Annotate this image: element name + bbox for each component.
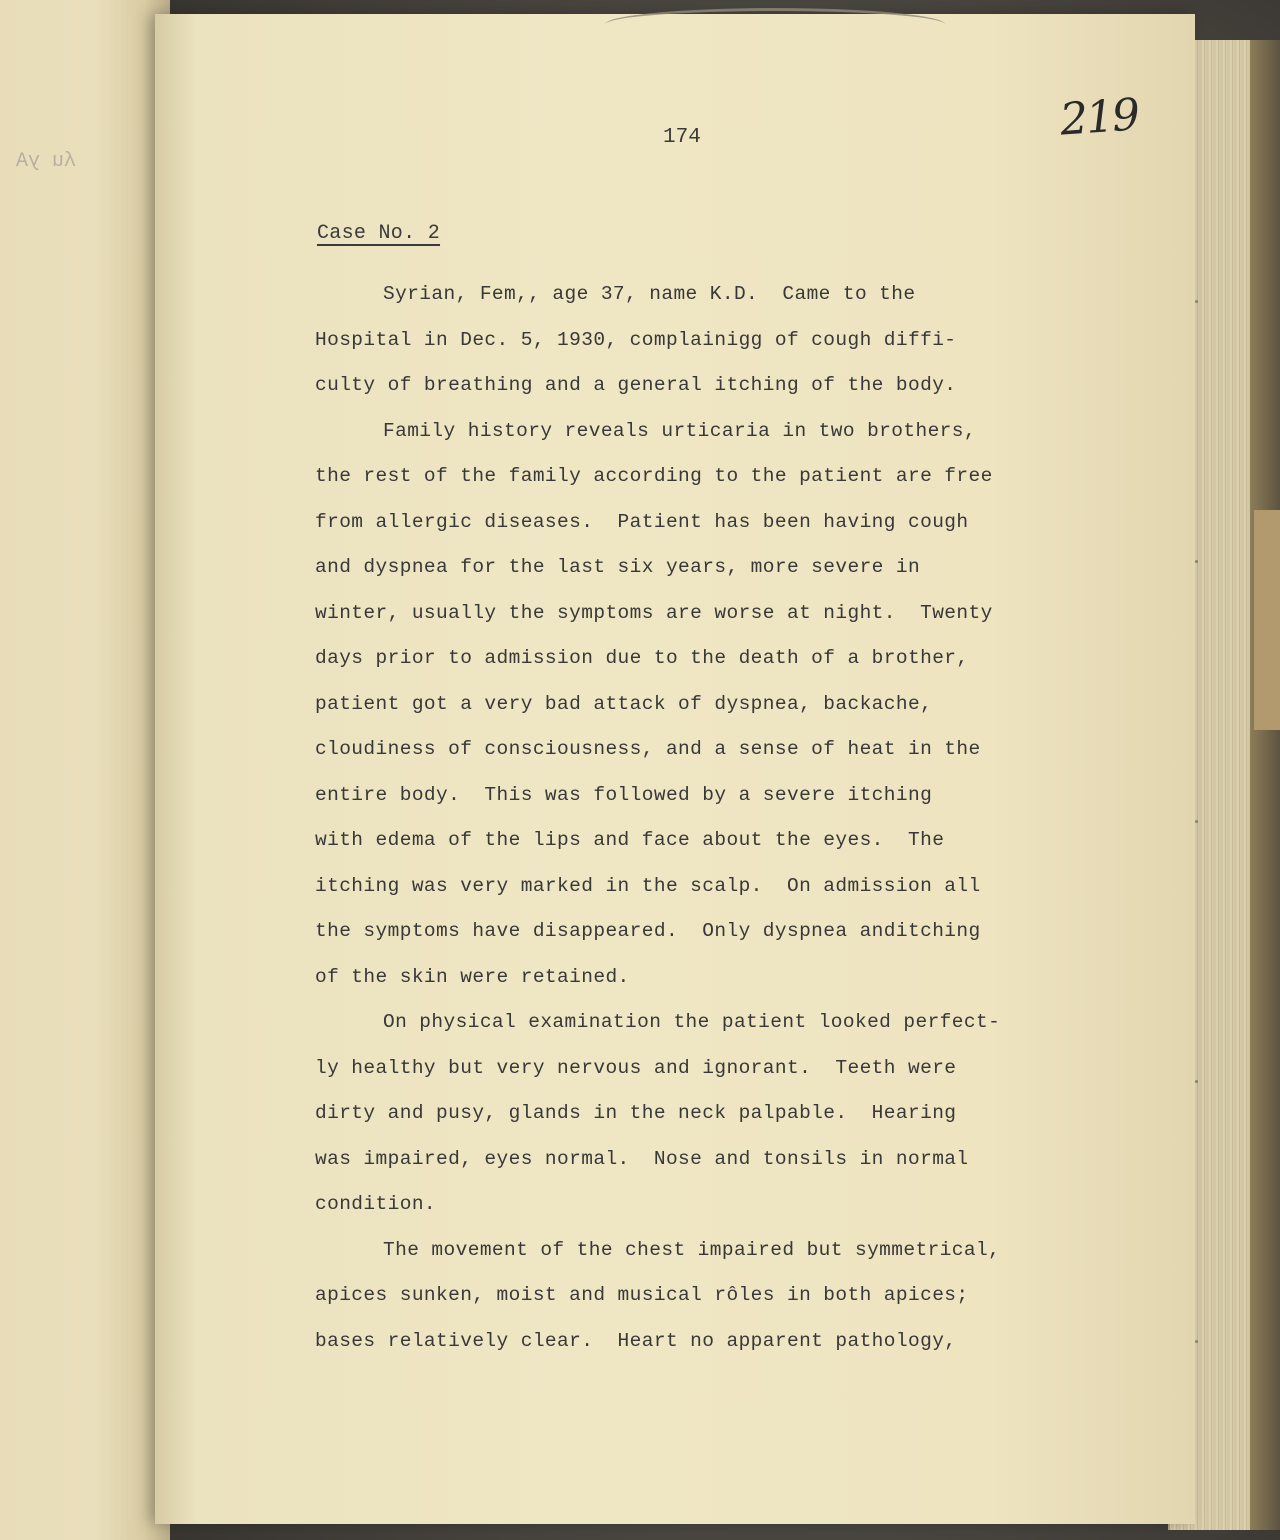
text-line: On physical examination the patient looked perfect- — [383, 1011, 1001, 1033]
text-line: condition. — [315, 1193, 437, 1215]
text-line: Family history reveals urticaria in two brothers, — [383, 419, 976, 442]
text-line: with edema of the lips and face about the eyes. The — [315, 829, 945, 851]
text-line: the rest of the family according to the patient are free — [315, 465, 993, 487]
case-heading: Case No. 2 — [317, 222, 441, 245]
binding-thread — [605, 8, 945, 41]
text-line: Syrian, Fem,, age 37, name K.D. Came to the — [383, 283, 916, 305]
text-line: ly healthy but very nervous and ignorant. Teeth were — [315, 1056, 957, 1079]
text-line: Hospital in Dec. 5, 1930, complainigg of cough diffi- — [315, 328, 957, 351]
text-line: bases relatively clear. Heart no apparent pathology, — [315, 1329, 957, 1352]
text-line: culty of breathing and a general itching of the body. — [315, 374, 957, 396]
text-line: days prior to admission due to the death of a brother, — [315, 647, 969, 669]
worn-page-tab — [1254, 510, 1280, 730]
text-line: dirty and pusy, glands in the neck palpable. Hearing — [315, 1102, 957, 1124]
text-line: entire body. This was followed by a severe itching — [315, 783, 933, 806]
text-line: was impaired, eyes normal. Nose and tonsils in normal — [315, 1147, 969, 1170]
edge-tick — [1195, 820, 1198, 823]
text-line: from allergic diseases. Patient has been having cough — [315, 510, 969, 533]
edge-tick — [1195, 560, 1198, 563]
text-line: the symptoms have disappeared. Only dyspnea anditching — [315, 920, 981, 942]
edge-tick — [1195, 1080, 1198, 1083]
fore-edge-shadow — [1250, 40, 1280, 1530]
text-line: and dyspnea for the last six years, more severe in — [315, 556, 921, 578]
handwritten-folio-number: 219 — [1058, 89, 1140, 146]
edge-tick — [1195, 1340, 1198, 1343]
page-number: 174 — [663, 126, 701, 149]
edge-tick — [1195, 300, 1198, 303]
left-facing-page — [0, 0, 170, 1540]
text-line: patient got a very bad attack of dyspnea, backache, — [315, 692, 933, 715]
text-line: winter, usually the symptoms are worse at night. Twenty — [315, 601, 993, 624]
text-line: itching was very marked in the scalp. On admission all — [315, 874, 981, 897]
text-line: of the skin were retained. — [315, 965, 630, 988]
text-line: cloudiness of consciousness, and a sense of heat in the — [315, 738, 981, 760]
case-body-text — [315, 272, 1075, 1364]
text-line: The movement of the chest impaired but symmetrical, — [383, 1238, 1001, 1261]
document-page — [155, 14, 1195, 1524]
bleed-through-mark: ʎu yA — [15, 150, 76, 173]
text-line: apices sunken, moist and musical rôles in both apices; — [315, 1284, 969, 1306]
